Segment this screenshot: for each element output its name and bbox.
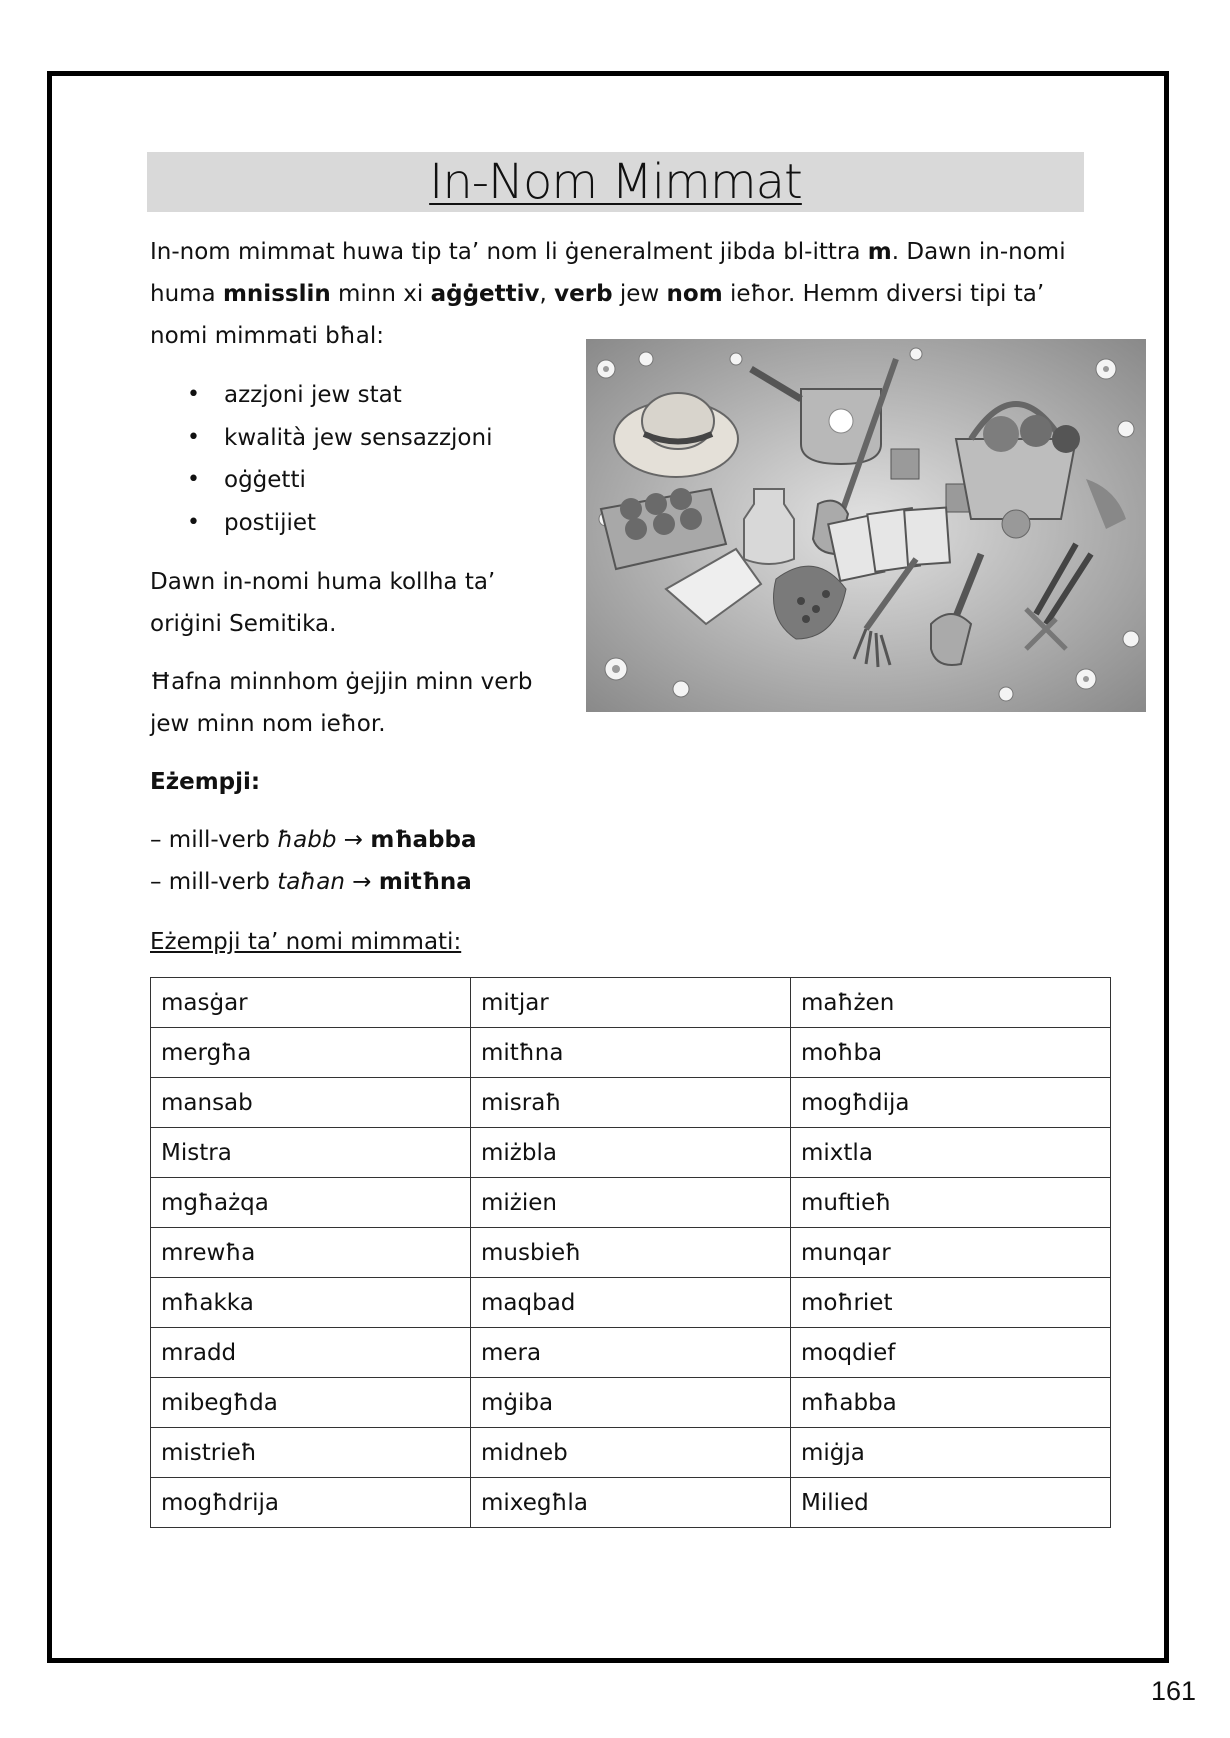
table-row — [151, 1328, 1111, 1378]
table-cell: mibegħda — [151, 1378, 471, 1428]
table-cell: miżbla — [471, 1128, 791, 1178]
table-cell: mħakka — [151, 1278, 471, 1328]
table-cell: mogħdrija — [151, 1478, 471, 1528]
table-cell: mħabba — [791, 1378, 1111, 1428]
table-row — [151, 1078, 1111, 1128]
table-row — [151, 1478, 1111, 1528]
table-cell: munqar — [791, 1228, 1111, 1278]
table-heading: Eżempji ta’ nomi mimmati: — [150, 929, 462, 955]
table-row — [151, 1428, 1111, 1478]
table-cell: mrewħa — [151, 1228, 471, 1278]
types-list — [178, 374, 492, 544]
table-cell: mradd — [151, 1328, 471, 1378]
table-cell: mogħdija — [791, 1078, 1111, 1128]
table-cell: misraħ — [471, 1078, 791, 1128]
example-line: – mill-verb ħabb → mħabba — [150, 827, 477, 853]
example-line: – mill-verb taħan → mitħna — [150, 869, 472, 895]
list-item: • kwalità jew sensazzjoni — [178, 417, 492, 460]
table-cell: masġar — [151, 978, 471, 1028]
table-cell: mera — [471, 1328, 791, 1378]
table-cell: midneb — [471, 1428, 791, 1478]
table-cell: mergħa — [151, 1028, 471, 1078]
examples-heading: Eżempji: — [150, 769, 261, 795]
table-row — [151, 978, 1111, 1028]
derivation-paragraph: Ħafna minnhom ġejjin minn verb jew minn nom ieħor. — [150, 669, 533, 737]
table-cell: maħżen — [791, 978, 1111, 1028]
table-cell: maqbad — [471, 1278, 791, 1328]
table-row — [151, 1228, 1111, 1278]
table-cell: miġja — [791, 1428, 1111, 1478]
table-cell: moħriet — [791, 1278, 1111, 1328]
table-cell: mixtla — [791, 1128, 1111, 1178]
list-item: • postijiet — [178, 502, 492, 545]
intro-paragraph: In-nom mimmat huwa tip ta’ nom li ġeneralment jibda bl-ittra m. Dawn in-nomi huma mnisslin minn xi aġġettiv, verb jew nom ieħor. Hemm diversi tipi ta’ nomi mimmati bħal: — [150, 239, 1066, 349]
page-number: 161 — [1150, 1676, 1196, 1706]
table-cell: mistrieħ — [151, 1428, 471, 1478]
table-cell: mġiba — [471, 1378, 791, 1428]
page-title: In-Nom Mimmat — [429, 154, 802, 210]
table-cell: moqdief — [791, 1328, 1111, 1378]
table-cell: Milied — [791, 1478, 1111, 1528]
table-cell: muftieħ — [791, 1178, 1111, 1228]
list-item: • azzjoni jew stat — [178, 374, 492, 417]
mimmat-nouns-table — [150, 977, 1111, 1528]
table-row — [151, 1378, 1111, 1428]
examples-block — [150, 819, 477, 903]
table-cell: mitħna — [471, 1028, 791, 1078]
table-cell: miżien — [471, 1178, 791, 1228]
table-row — [151, 1178, 1111, 1228]
title-bar — [147, 152, 1084, 212]
table-row — [151, 1128, 1111, 1178]
table-row — [151, 1278, 1111, 1328]
table-cell: musbieħ — [471, 1228, 791, 1278]
table-cell: Mistra — [151, 1128, 471, 1178]
garden-tools-image — [586, 339, 1146, 712]
origin-paragraph: Dawn in-nomi huma kollha ta’ oriġini Semitika. — [150, 569, 496, 637]
table-row — [151, 1028, 1111, 1078]
table-cell: mitjar — [471, 978, 791, 1028]
table-cell: mixegħla — [471, 1478, 791, 1528]
table-cell: moħba — [791, 1028, 1111, 1078]
list-item: • oġġetti — [178, 459, 492, 502]
table-cell: mgħażqa — [151, 1178, 471, 1228]
table-cell: mansab — [151, 1078, 471, 1128]
garden-tools-illustration — [586, 339, 1146, 712]
